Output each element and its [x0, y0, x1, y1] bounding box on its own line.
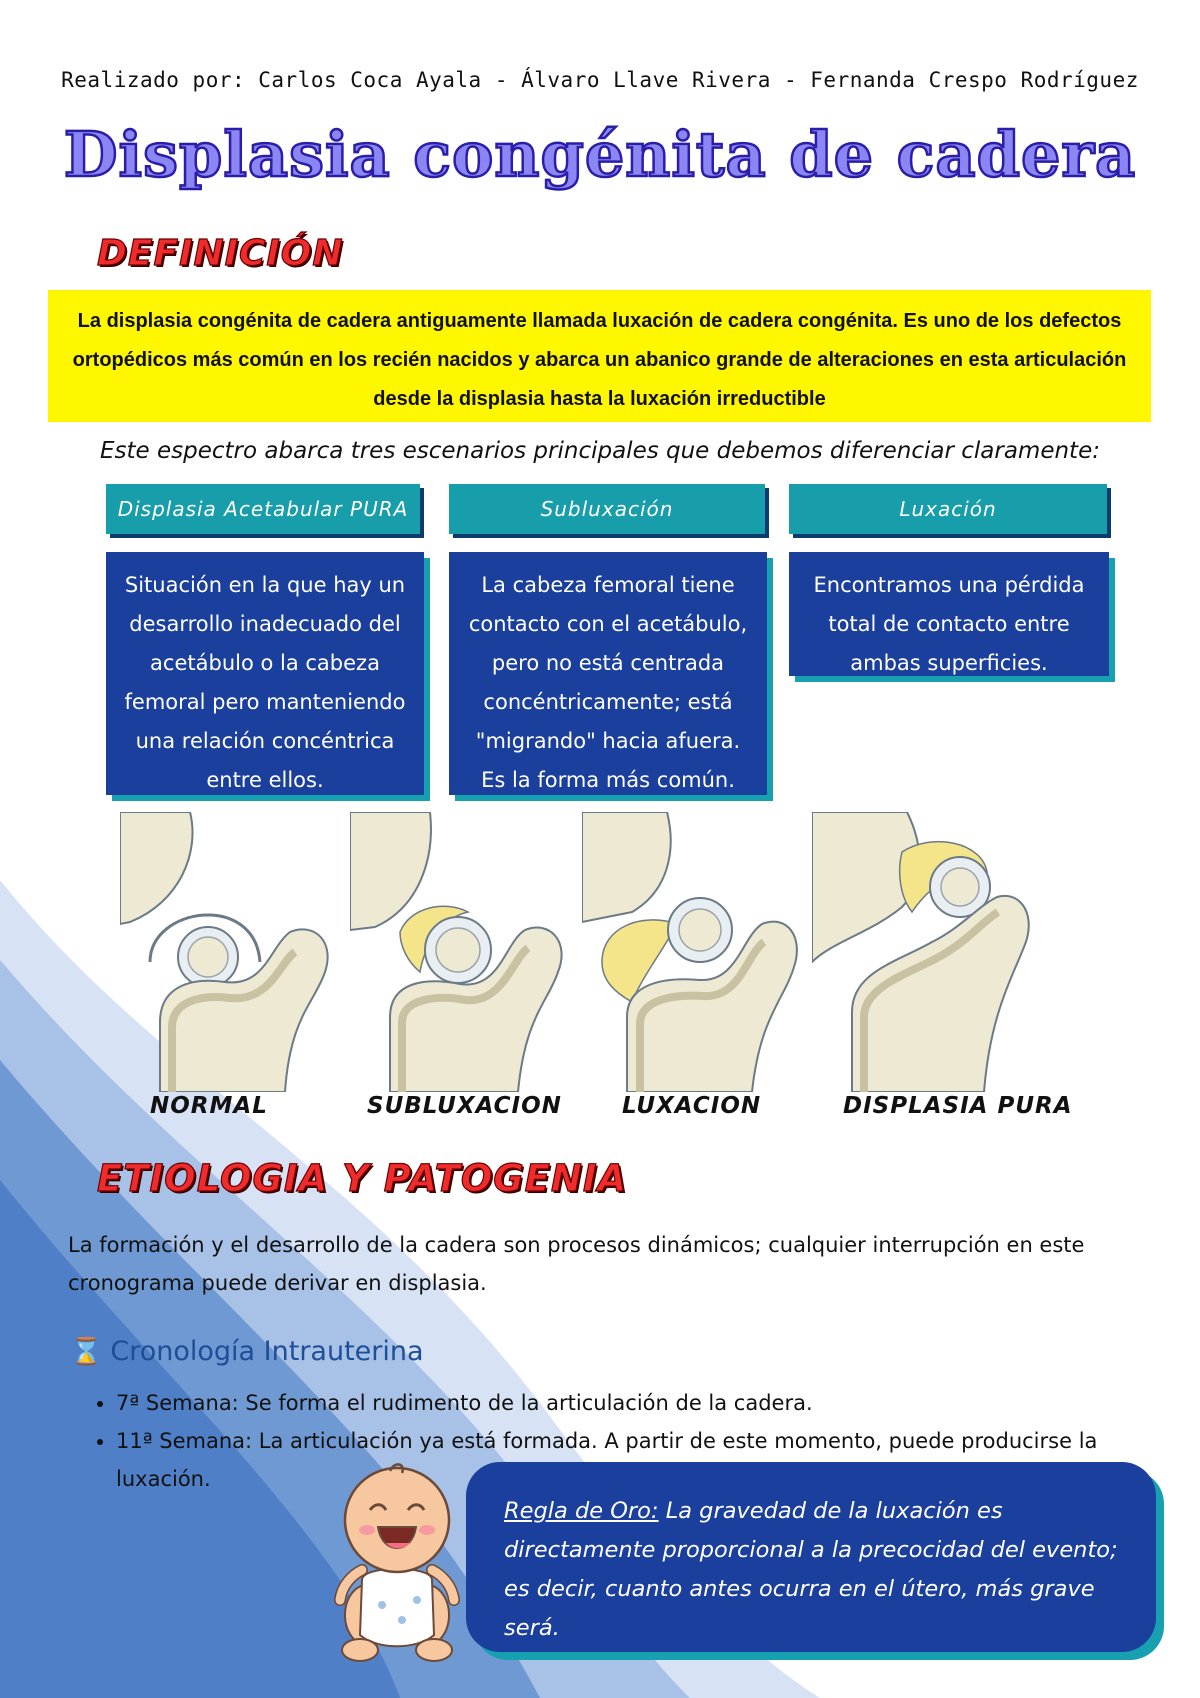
regla-de-oro-box: [466, 1462, 1156, 1652]
list-item: • 11ª Semana: La articulación ya está formada. A partir de este momento, puede producirse la luxación.: [116, 1422, 1156, 1498]
caption-luxacion: LUXACION: [622, 1093, 762, 1119]
caption-subluxacion: SUBLUXACION: [367, 1093, 562, 1119]
cronologia-title-row: [70, 1336, 424, 1367]
spectrum-intro: Este espectro abarca tres escenarios principales que debemos diferenciar claramente:: [100, 438, 1100, 464]
hip-subluxacion-illustration: [350, 812, 575, 1092]
tab-subluxacion: Subluxación: [449, 484, 765, 534]
hourglass-icon: ⌛: [70, 1337, 103, 1367]
authors-line: Realizado por: Carlos Coca Ayala - Álvaro Llave Rivera - Fernanda Crespo Rodríguez: [61, 68, 1139, 92]
baby-illustration: [322, 1455, 472, 1675]
hip-normal-illustration: [120, 812, 345, 1092]
definition-box: [48, 290, 1151, 422]
regla-label: Regla de Oro:: [504, 1498, 659, 1524]
page-title: Displasia congénita de cadera: [63, 118, 1137, 191]
caption-displasia-pura: DISPLASIA PURA: [843, 1093, 1073, 1119]
definition-text: La displasia congénita de cadera antiguamente llamada luxación de cadera congénita. Es uno de los defectos ortopédicos más común en los recién nacidos y abarca un abanico grande de alteraciones en esta articulación desde la displasia hasta la luxación irreductible: [72, 310, 1127, 410]
card-luxacion: Encontramos una pérdida total de contacto entre ambas superficies.: [789, 552, 1109, 676]
list-item: • 7ª Semana: Se forma el rudimento de la articulación de la cadera.: [116, 1384, 1156, 1422]
hip-displasia-pura-illustration: [812, 812, 1037, 1092]
hip-luxacion-illustration: [582, 812, 807, 1092]
etiologia-text: La formación y el desarrollo de la cadera son procesos dinámicos; cualquier interrupción en este cronograma puede derivar en displasia.: [68, 1233, 1085, 1295]
definicion-heading: DEFINICIÓN: [97, 233, 344, 274]
etiologia-heading: ETIOLOGIA Y PATOGENIA: [97, 1157, 628, 1200]
card-subluxacion: La cabeza femoral tiene contacto con el acetábulo, pero no está centrada concéntricamente; está "migrando" hacia afuera. Es la forma más común.: [449, 552, 767, 795]
regla-text: La gravedad de la luxación es directamente proporcional a la precocidad del evento; es decir, cuanto antes ocurra en el útero, más grave será.: [504, 1498, 1118, 1641]
tab-luxacion: Luxación: [789, 484, 1107, 534]
cronologia-title: Cronología Intrauterina: [110, 1336, 424, 1367]
caption-normal: NORMAL: [150, 1093, 268, 1119]
tab-displasia-acetabular: Displasia Acetabular PURA: [106, 484, 420, 534]
card-displasia-acetabular: Situación en la que hay un desarrollo inadecuado del acetábulo o la cabeza femoral pero manteniendo una relación concéntrica entre ellos.: [106, 552, 424, 795]
